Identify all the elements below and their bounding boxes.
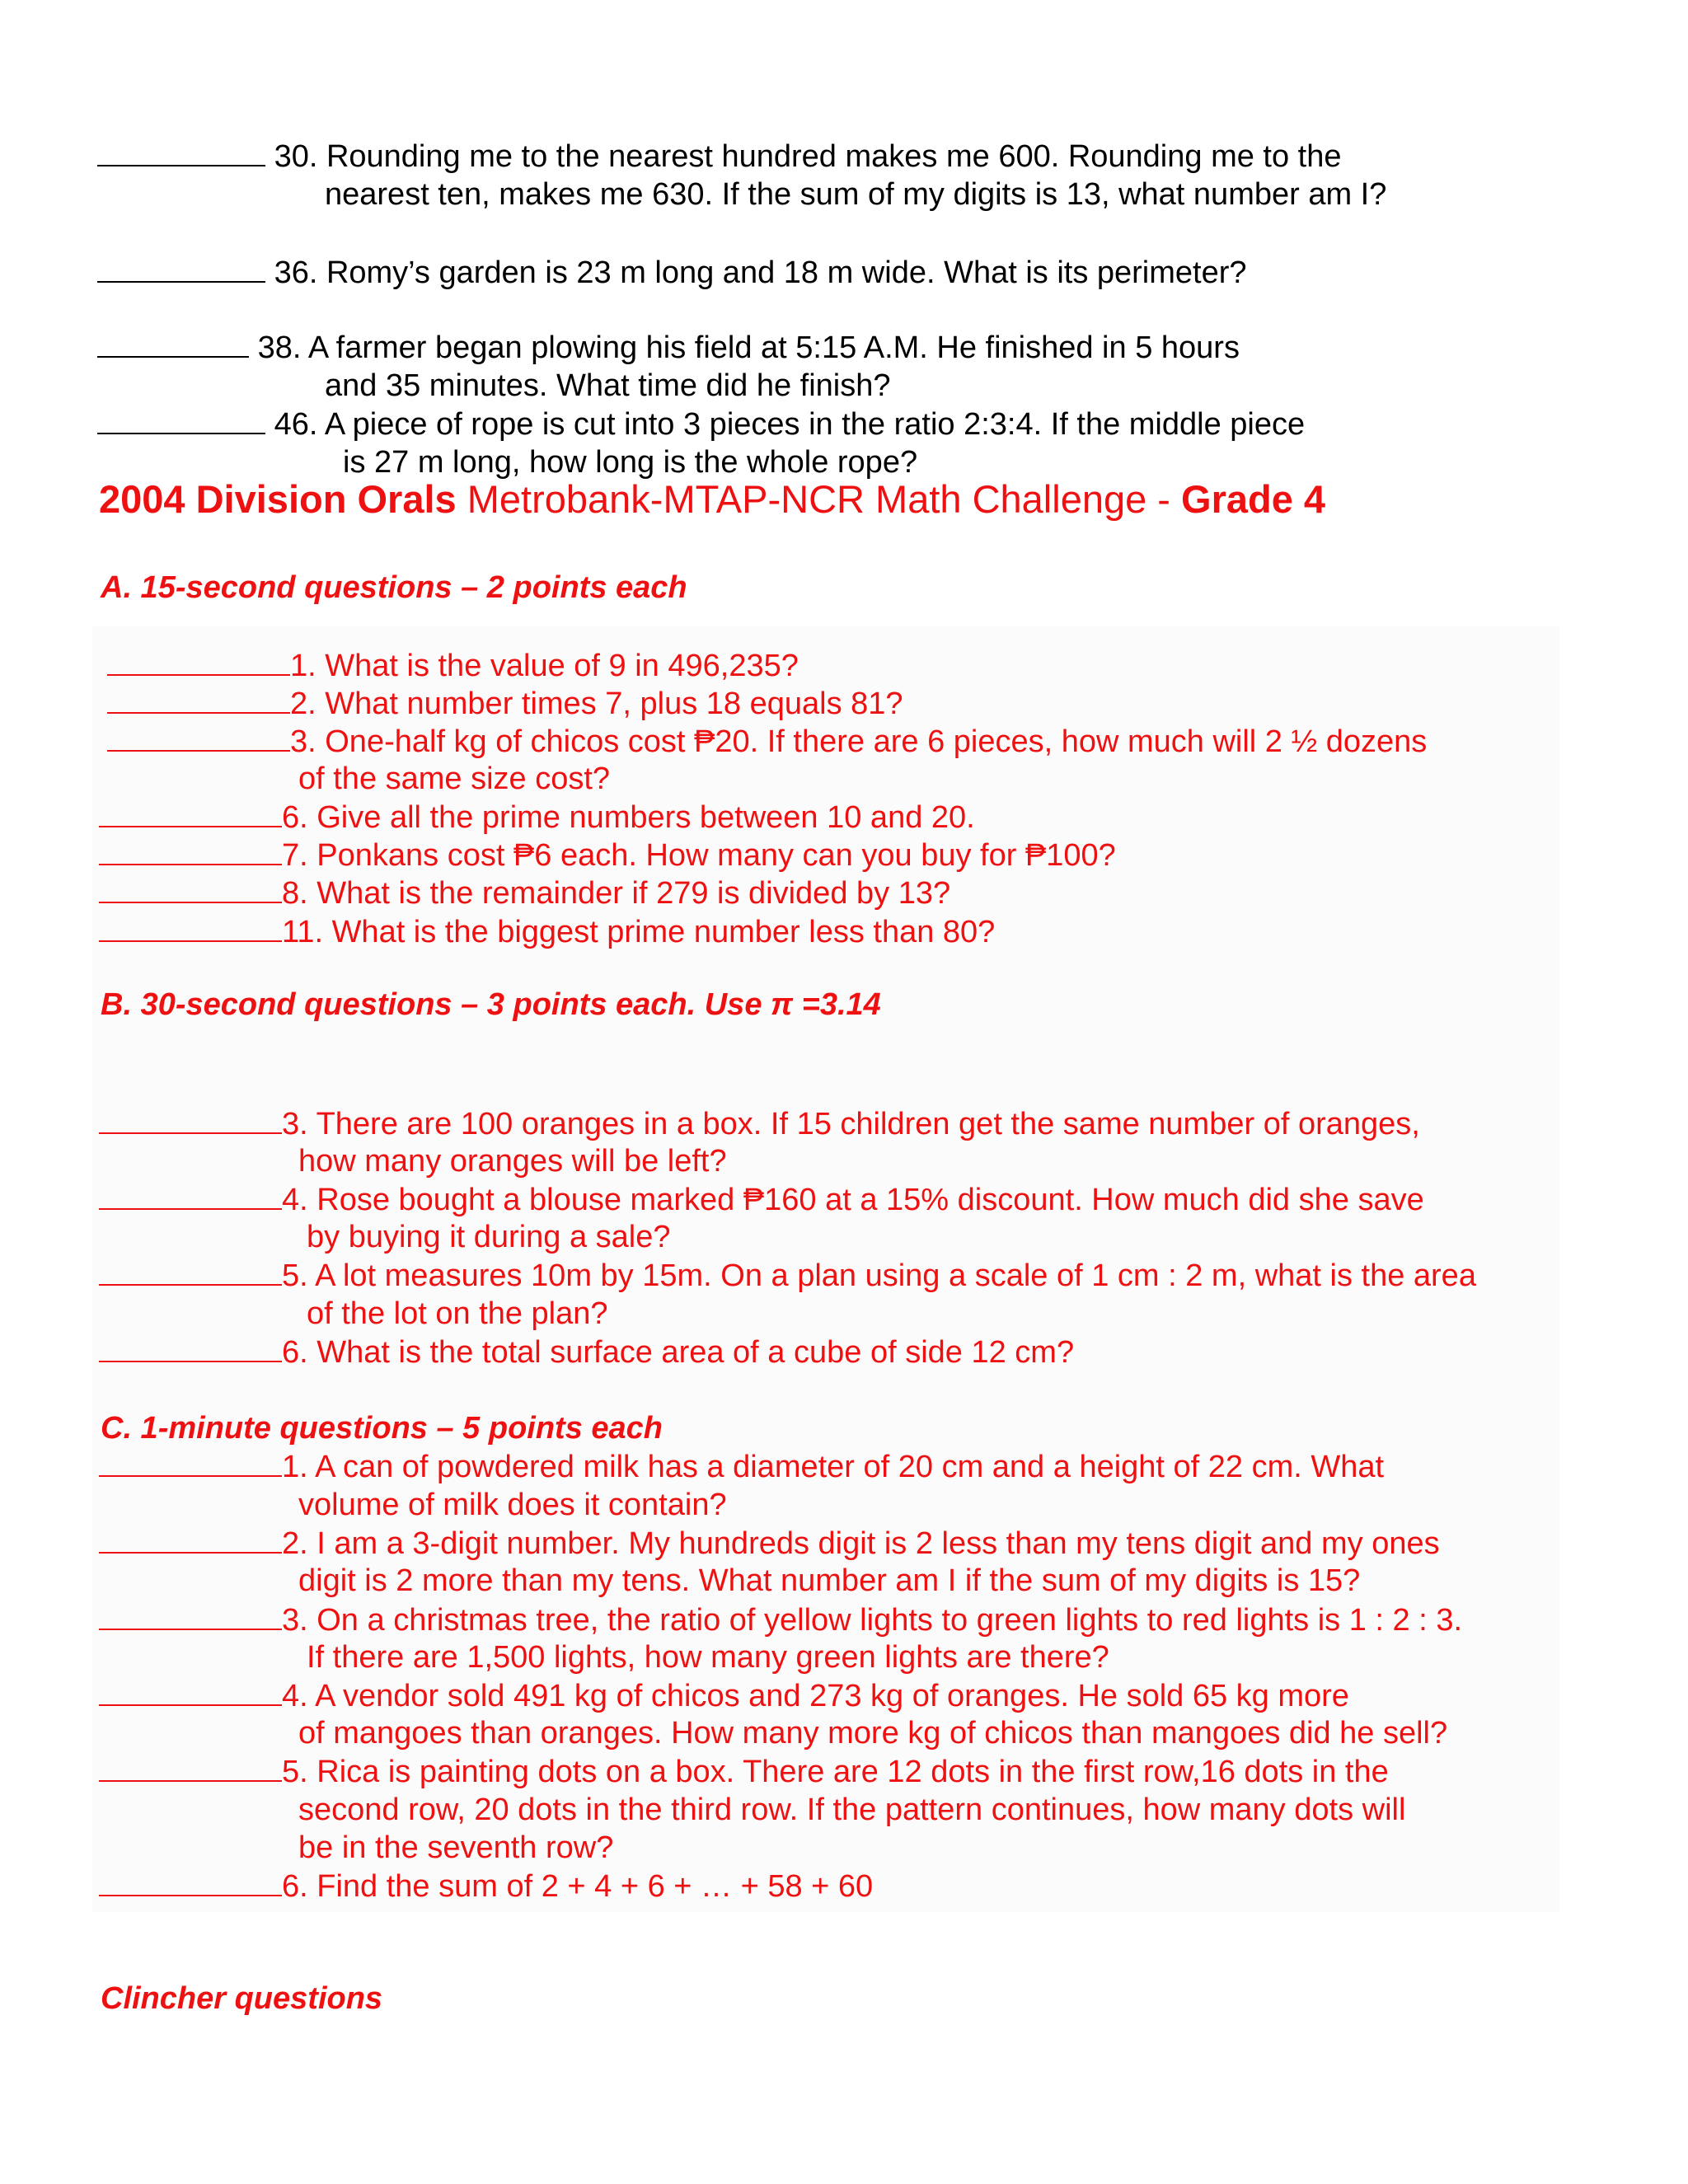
title-grade: Grade 4 [1181, 477, 1326, 521]
answer-blank[interactable] [99, 1524, 282, 1554]
answer-blank[interactable] [107, 646, 290, 676]
a-question-11 [99, 912, 995, 951]
a-question-8-text: 8. What is the remainder if 279 is divided by 13? [282, 876, 951, 911]
b-question-6 [99, 1333, 1074, 1371]
answer-blank[interactable] [99, 874, 282, 903]
c-question-1-line1: 1. A can of powdered milk has a diameter of 20 cm and a height of 22 cm. What [282, 1450, 1385, 1484]
a-question-3-line2: of the same size cost? [298, 762, 611, 796]
a-question-3-line1: 3. One-half kg of chicos cost ₱20. If there are 6 pieces, how much will 2 ½ dozens [290, 724, 1428, 759]
answer-blank[interactable] [107, 722, 290, 752]
b-question-4-line1: 4. Rose bought a blouse marked ₱160 at a 15% discount. How much did she save [282, 1183, 1424, 1217]
c-question-5-line2: second row, 20 dots in the third row. If the pattern continues, how many dots will [298, 1793, 1406, 1827]
b-question-5 [99, 1256, 1476, 1295]
a-question-1 [107, 646, 799, 685]
c-question-1-line2: volume of milk does it contain? [298, 1488, 727, 1522]
answer-blank[interactable] [99, 1447, 282, 1477]
problem-38-line1: 38. A farmer began plowing his field at 5:15 A.M. He finished in 5 hours [257, 330, 1240, 365]
c-question-5 [99, 1752, 1389, 1791]
a-question-6-text: 6. Give all the prime numbers between 10 and 20. [282, 800, 975, 835]
problem-36 [97, 253, 1247, 292]
c-question-3-line2: If there are 1,500 lights, how many green lights are there? [307, 1640, 1109, 1675]
c-question-5-line1: 5. Rica is painting dots on a box. There are 12 dots in the first row,16 dots in the [282, 1755, 1389, 1789]
answer-blank[interactable] [99, 798, 282, 827]
b-question-5-line2: of the lot on the plan? [307, 1296, 608, 1331]
a-question-8 [99, 874, 950, 912]
c-question-4-line1: 4. A vendor sold 491 kg of chicos and 273 kg of oranges. He sold 65 kg more [282, 1679, 1349, 1713]
problem-30-line2: nearest ten, makes me 630. If the sum of my digits is 13, what number am I? [325, 177, 1387, 212]
b-question-3-line1: 3. There are 100 oranges in a box. If 15 children get the same number of oranges, [282, 1107, 1420, 1141]
a-question-3 [107, 722, 1427, 761]
problem-46 [97, 405, 1305, 443]
b-question-3 [99, 1104, 1420, 1143]
section-b-heading: B. 30-second questions – 3 points each. Use π =3.14 [101, 987, 881, 1022]
title-event: 2004 Division Orals [99, 477, 457, 521]
problem-46-line2: is 27 m long, how long is the whole rope? [343, 445, 918, 480]
a-question-1-text: 1. What is the value of 9 in 496,235? [290, 649, 799, 683]
c-question-4-line2: of mangoes than oranges. How many more kg of chicos than mangoes did he sell? [298, 1716, 1448, 1750]
problem-38 [97, 328, 1240, 367]
c-question-2-line1: 2. I am a 3-digit number. My hundreds digit is 2 less than my tens digit and my ones [282, 1526, 1440, 1561]
c-question-3-line1: 3. On a christmas tree, the ratio of yellow lights to green lights to red lights is 1 : 2 : 3. [282, 1603, 1463, 1638]
answer-blank[interactable] [99, 1180, 282, 1210]
answer-blank[interactable] [99, 1867, 282, 1896]
answer-blank[interactable] [99, 1601, 282, 1630]
a-question-2 [107, 684, 903, 723]
answer-blank[interactable] [107, 684, 290, 714]
c-question-6 [99, 1867, 873, 1905]
answer-blank[interactable] [97, 405, 265, 434]
answer-blank[interactable] [99, 836, 282, 865]
c-question-5-line3: be in the seventh row? [298, 1830, 614, 1865]
answer-blank[interactable] [99, 1333, 282, 1362]
c-question-4 [99, 1676, 1349, 1715]
a-question-2-text: 2. What number times 7, plus 18 equals 81? [290, 687, 903, 721]
answer-blank[interactable] [99, 912, 282, 942]
section-c-heading: C. 1-minute questions – 5 points each [101, 1411, 663, 1446]
b-question-5-line1: 5. A lot measures 10m by 15m. On a plan using a scale of 1 cm : 2 m, what is the area [282, 1258, 1476, 1293]
b-question-3-line2: how many oranges will be left? [298, 1144, 727, 1179]
answer-blank[interactable] [97, 328, 249, 358]
answer-blank[interactable] [97, 253, 265, 283]
c-question-2-line2: digit is 2 more than my tens. What number am I if the sum of my digits is 15? [298, 1563, 1361, 1598]
problem-38-line2: and 35 minutes. What time did he finish? [325, 368, 891, 403]
problem-46-line1: 46. A piece of rope is cut into 3 pieces in the ratio 2:3:4. If the middle piece [274, 407, 1306, 442]
answer-blank[interactable] [99, 1256, 282, 1286]
b-question-6-text: 6. What is the total surface area of a cube of side 12 cm? [282, 1335, 1075, 1370]
a-question-7 [99, 836, 1116, 874]
b-question-4-line2: by buying it during a sale? [307, 1220, 671, 1254]
clincher-heading: Clincher questions [101, 1981, 383, 2016]
answer-blank[interactable] [99, 1752, 282, 1782]
document-title [99, 476, 1325, 523]
a-question-6 [99, 798, 975, 837]
answer-blank[interactable] [99, 1104, 282, 1134]
problem-30-line1: 30. Rounding me to the nearest hundred makes me 600. Rounding me to the [274, 139, 1342, 174]
answer-blank[interactable] [97, 137, 265, 166]
problem-30 [97, 137, 1342, 176]
c-question-2 [99, 1524, 1440, 1563]
b-question-4 [99, 1180, 1424, 1219]
c-question-1 [99, 1447, 1384, 1486]
a-question-11-text: 11. What is the biggest prime number less than 80? [282, 915, 996, 949]
a-question-7-text: 7. Ponkans cost ₱6 each. How many can you buy for ₱100? [282, 838, 1116, 873]
title-competition: Metrobank-MTAP-NCR Math Challenge - [456, 477, 1182, 521]
c-question-6-text: 6. Find the sum of 2 + 4 + 6 + … + 58 + 60 [282, 1869, 874, 1904]
c-question-3 [99, 1601, 1462, 1639]
answer-blank[interactable] [99, 1676, 282, 1706]
section-a-heading: A. 15-second questions – 2 points each [101, 570, 687, 605]
problem-36-line1: 36. Romy’s garden is 23 m long and 18 m wide. What is its perimeter? [274, 255, 1247, 290]
